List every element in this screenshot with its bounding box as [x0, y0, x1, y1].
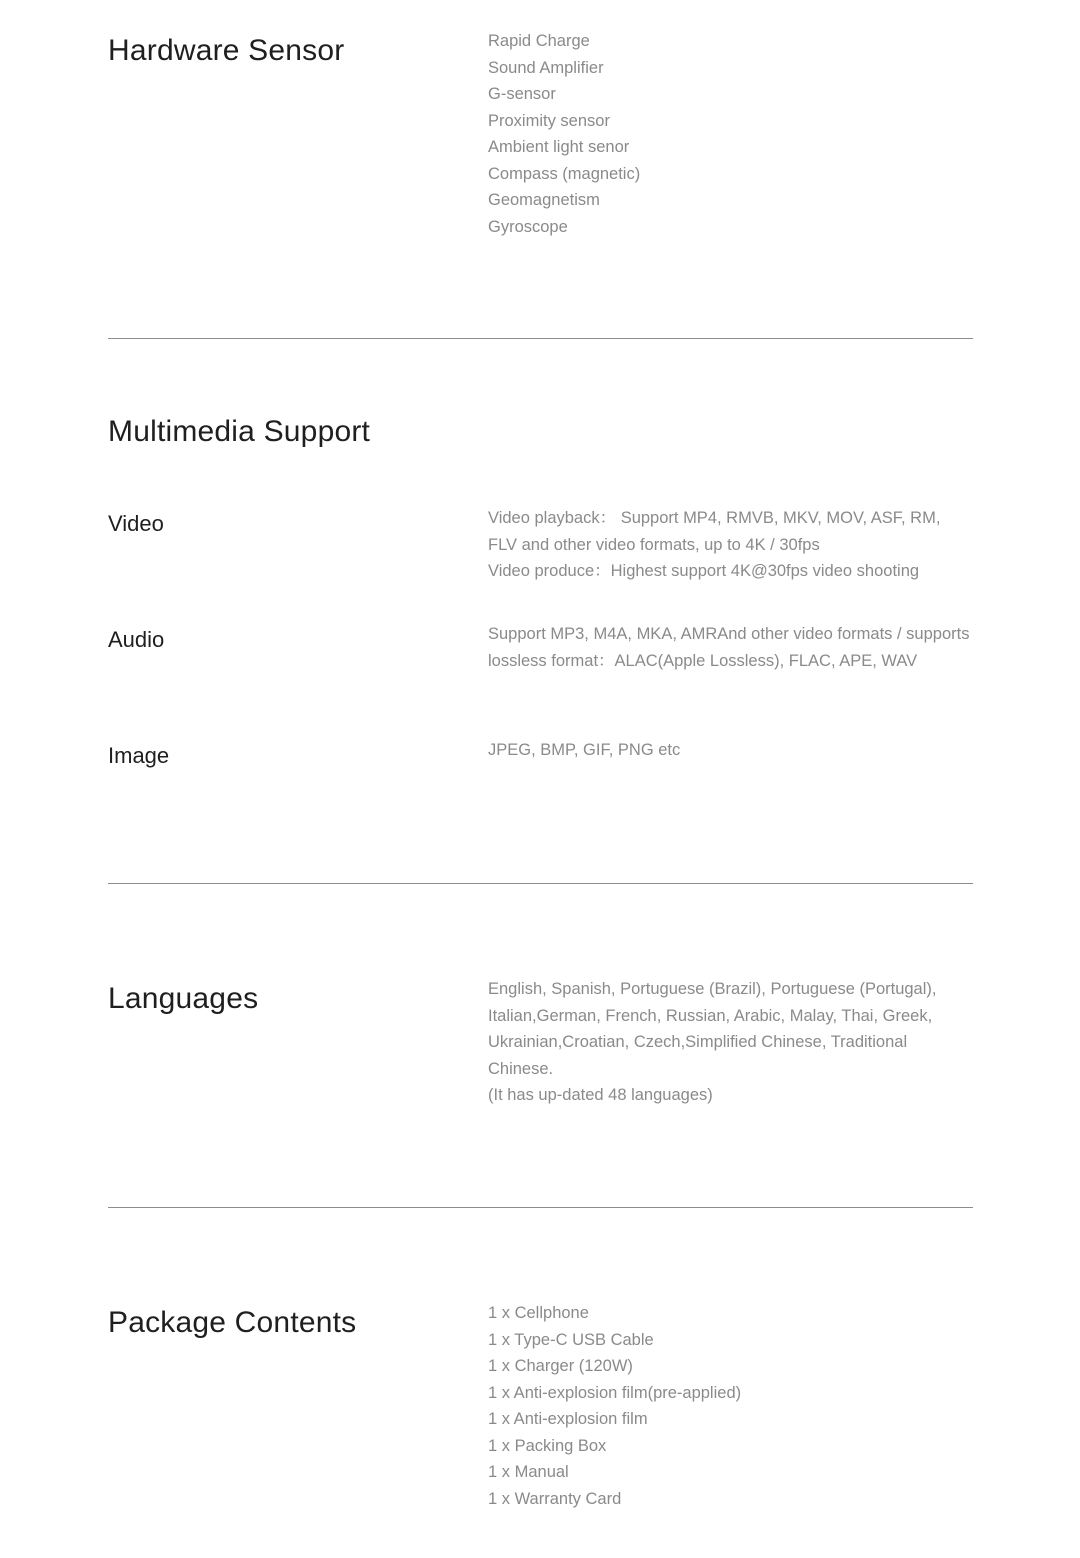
- languages-text-block: [488, 976, 974, 1109]
- list-item: Compass (magnetic): [488, 164, 641, 183]
- list-item: G-sensor: [488, 85, 556, 103]
- list-item: Geomagnetism: [488, 191, 600, 209]
- languages-note: (It has up-dated 48 languages): [488, 1086, 713, 1104]
- section-divider: [108, 883, 973, 884]
- list-item: 1 x Cellphone: [488, 1304, 589, 1322]
- section-title: Multimedia Support: [108, 415, 371, 448]
- list-item: 1 x Charger (120W): [488, 1357, 633, 1375]
- list-item: 1 x Packing Box: [488, 1436, 607, 1455]
- package-contents-list: [488, 1300, 974, 1512]
- list-item: 1 x Anti-explosion film: [488, 1410, 648, 1428]
- list-item: Gyroscope: [488, 217, 568, 236]
- section-title: Package Contents: [108, 1306, 357, 1339]
- list-item: Ambient light senor: [488, 138, 630, 156]
- video-playback-text: Video playback： Support MP4, RMVB, MKV, MOV, ASF, RM, FLV and other video formats, up to 4K / 30fps: [488, 509, 941, 554]
- list-item: Sound Amplifier: [488, 58, 604, 77]
- image-label: Image: [108, 743, 170, 768]
- list-item: Proximity sensor: [488, 111, 610, 130]
- list-item: 1 x Manual: [488, 1463, 569, 1481]
- list-item: 1 x Type-C USB Cable: [488, 1330, 654, 1349]
- section-divider: [108, 338, 973, 339]
- list-item: 1 x Anti-explosion film(pre-applied): [488, 1383, 742, 1402]
- image-specs: [488, 737, 974, 764]
- hardware-sensor-list: [488, 28, 974, 240]
- list-item: 1 x Warranty Card: [488, 1489, 622, 1508]
- audio-text: Support MP3, M4A, MKA, AMRAnd other video formats / supports lossless format：ALAC(Apple Lossless), FLAC, APE, WAV: [488, 625, 970, 670]
- audio-specs: [488, 621, 974, 674]
- image-text: JPEG, BMP, GIF, PNG etc: [488, 741, 681, 759]
- video-produce-text: Video produce：Highest support 4K@30fps video shooting: [488, 562, 920, 580]
- video-label: Video: [108, 511, 164, 536]
- list-item: Rapid Charge: [488, 32, 590, 50]
- section-title: Hardware Sensor: [108, 34, 345, 67]
- section-title: Languages: [108, 982, 259, 1015]
- languages-text: English, Spanish, Portuguese (Brazil), Portuguese (Portugal), Italian,German, French, Russian, Arabic, Malay, Thai, Greek, Ukrainian,Croatian, Czech,Simplified Chinese, Traditional Chinese.: [488, 980, 937, 1078]
- section-divider: [108, 1207, 973, 1208]
- audio-label: Audio: [108, 627, 165, 652]
- video-specs: [488, 505, 974, 585]
